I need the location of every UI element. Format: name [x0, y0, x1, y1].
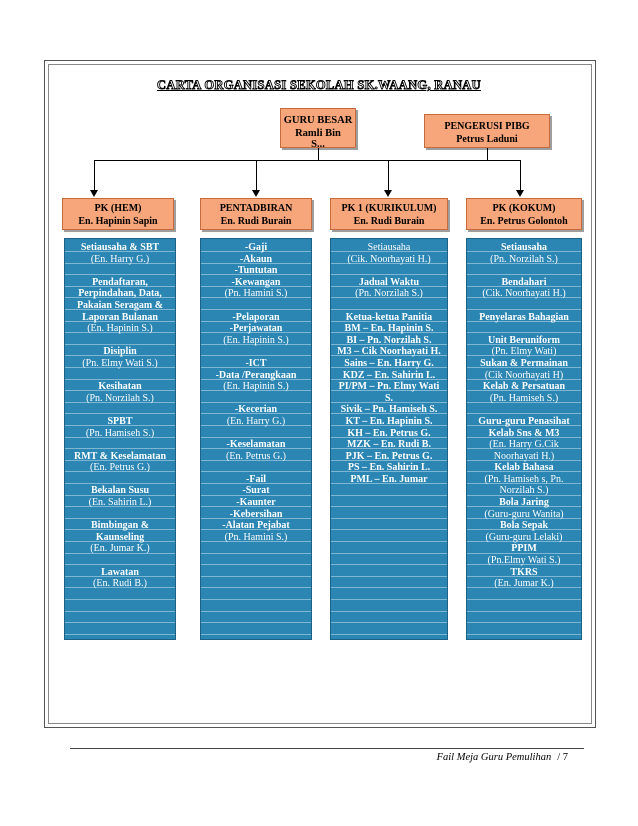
panel-line: Laporan Bulanan [82, 311, 158, 323]
guru-besar-extra: S... [311, 139, 325, 148]
arrow-col4 [516, 190, 524, 197]
panel-line: -Akaun [239, 253, 273, 265]
panel-rule [331, 553, 447, 554]
col-header-hem [62, 198, 174, 230]
guru-besar-box [280, 108, 356, 148]
panel-gap [65, 439, 175, 451]
panel-gap [201, 346, 311, 358]
panel-rule [201, 611, 311, 612]
panel-gap [467, 265, 581, 277]
panel-rule [331, 518, 447, 519]
panel-line: -Pelaporan [232, 311, 280, 323]
panel-rule [201, 622, 311, 623]
panel-line: (Pn. Elmy Wati) [491, 346, 557, 358]
connector-pibg-down [487, 148, 488, 160]
panel-line: Bimbingan & [90, 520, 150, 532]
col-header-kurikulum [330, 198, 448, 230]
panel-line: (En. Petrus G.) [226, 450, 286, 462]
panel-line: Sains – En. Harry G. [344, 357, 434, 369]
panel-line: PPIM [511, 543, 537, 555]
panel-line: -Kewangan [231, 276, 281, 288]
panel-line: (En. Rudi B.) [93, 578, 147, 590]
panel-line: -Data /Perangkaan [215, 369, 297, 381]
panel-content [467, 242, 581, 590]
connector-col2 [256, 160, 257, 190]
panel-rule [467, 634, 581, 635]
panel-line: (Cik. Noorhayati H.) [482, 288, 566, 300]
panel-line: TKRS [510, 566, 538, 578]
panel-line: Unit Beruniform [488, 334, 560, 346]
panel-rule [331, 564, 447, 565]
panel-line: (En. Jumar K.) [90, 543, 150, 555]
panel-line: (Pn.Elmy Wati S.) [487, 555, 561, 567]
panel-line: KH – En. Petrus G. [347, 427, 431, 439]
panel-rule [331, 634, 447, 635]
panel-line: -Alatan Pejabat [222, 520, 290, 532]
panel-gap [65, 265, 175, 277]
connector-col1 [94, 160, 95, 190]
guru-besar-name: Ramli Bin [295, 128, 341, 139]
pibg-role: PENGERUSI PIBG [444, 121, 530, 132]
panel-gap [65, 555, 175, 567]
panel-line: Sivik – Pn. Hamiseh S. [340, 404, 438, 416]
panel-rule [331, 599, 447, 600]
panel-rule [467, 611, 581, 612]
panel-line: Disiplin [103, 346, 137, 358]
connector-col3 [388, 160, 389, 190]
panel-rule [65, 622, 175, 623]
panel-rule [331, 587, 447, 588]
col-role: PK (KOKUM) [492, 203, 556, 214]
panel-line: Norzilah S.) [499, 485, 549, 497]
pibg-name: Petrus Laduni [456, 134, 518, 145]
panel-line: -Fail [246, 473, 266, 485]
panel-line: PML – En. Jumar [350, 473, 428, 485]
panel-rule [201, 576, 311, 577]
panel-line: S. [384, 392, 394, 404]
panel-gap [467, 323, 581, 335]
panel-line: Sukan & Permainan [480, 357, 568, 369]
connector-gb-down [318, 148, 319, 160]
col-role: PK 1 (KURIKULUM) [341, 203, 437, 214]
panel-rule [331, 611, 447, 612]
panel-gap [65, 474, 175, 486]
panel-rule [65, 634, 175, 635]
panel-line: BM – En. Hapinin S. [344, 323, 434, 335]
chart-title: CARTA ORGANISASI SEKOLAH SK.WAANG, RANAU [157, 78, 481, 92]
panel-line: Penyelaras Bahagian [479, 311, 569, 323]
panel-line: (Pn. Hamiseh s, Pn. [484, 473, 564, 485]
panel-line: Bekalan Susu [90, 485, 150, 497]
panel-line: -Perjawatan [229, 323, 283, 335]
panel-line: KT – En. Hapinin S. [345, 415, 433, 427]
panel-line: (Pn. Hamini S.) [224, 288, 288, 300]
panel-line: Bola Sepak [499, 520, 549, 532]
panel-rule [65, 599, 175, 600]
panel-hem [64, 238, 176, 640]
panel-line: SPBT [107, 415, 133, 427]
panel-line: (Guru-guru Lelaki) [485, 531, 563, 543]
panel-line: -Kebersihan [229, 508, 283, 520]
panel-line: (Pn. Elmy Wati S.) [82, 357, 158, 369]
panel-line: (En. Harry G.Cik [489, 439, 559, 451]
panel-content [201, 242, 311, 543]
panel-line: RMT & Keselamatan [73, 450, 167, 462]
panel-line: (En. Hapinin S.) [87, 323, 153, 335]
panel-gap [65, 370, 175, 382]
panel-line: -Gaji [244, 242, 268, 253]
panel-line: Setiausaha [500, 242, 548, 253]
panel-rule [201, 553, 311, 554]
panel-gap [467, 300, 581, 312]
col-header-pentadbiran [200, 198, 312, 230]
panel-line: -Tuntutan [234, 265, 278, 277]
panel-line: (Cik Noorhayati H) [484, 369, 564, 381]
panel-gap [331, 300, 447, 312]
panel-content [65, 242, 175, 590]
panel-line: Bendahari [501, 276, 547, 288]
panel-rule [331, 506, 447, 507]
col-name: En. Hapinin Sapin [78, 216, 158, 227]
panel-line: PJK – En. Petrus G. [345, 450, 433, 462]
panel-line: (Pn. Hamiseh S.) [85, 427, 155, 439]
panel-line: Kelab Sns & M3 [488, 427, 560, 439]
panel-line: Perpindahan, Data, [78, 288, 162, 300]
panel-line: Bola Jaring [499, 497, 549, 509]
panel-line: PS – En. Sahirin L. [347, 462, 431, 474]
panel-line: -Kaunter [236, 497, 276, 509]
panel-rule [331, 622, 447, 623]
panel-line: BI – Pn. Norzilah S. [346, 334, 432, 346]
panel-line: Kelab Bahasa [494, 462, 554, 474]
panel-line: Setiausaha & SBT [80, 242, 160, 253]
panel-line: -Keselamatan [226, 439, 286, 451]
panel-line: (En. Sahirin L.) [88, 497, 152, 509]
panel-line: Kelab & Persatuan [482, 381, 566, 393]
panel-gap [201, 300, 311, 312]
panel-content [331, 242, 447, 485]
panel-line: Kaunseling [95, 531, 145, 543]
connector-col4 [520, 160, 521, 190]
panel-line: (Pn. Hamini S.) [224, 531, 288, 543]
arrow-col2 [252, 190, 260, 197]
page-number: / 7 [557, 752, 568, 763]
panel-line: Jadual Waktu [358, 276, 420, 288]
panel-line: Pakaian Seragam & [76, 299, 164, 311]
panel-line: (Pn. Norzilah S.) [355, 288, 423, 300]
panel-rule [65, 611, 175, 612]
panel-line: (En. Jumar K.) [494, 578, 554, 590]
col-header-kokum [466, 198, 582, 230]
guru-besar-role: GURU BESAR [283, 115, 353, 126]
panel-line: M3 – Cik Noorhayati H. [337, 346, 441, 358]
col-role: PK (HEM) [94, 203, 142, 214]
arrow-col1 [90, 190, 98, 197]
panel-line: (En. Harry G.) [90, 253, 150, 265]
col-name: En. Rudi Burain [353, 216, 425, 227]
pibg-box [424, 114, 550, 148]
panel-line: -Surat [242, 485, 270, 497]
panel-line: (Guru-guru Wanita) [484, 508, 564, 520]
panel-rule [201, 599, 311, 600]
panel-line: Pendaftaran, [92, 276, 148, 288]
panel-line: -Kecerian [234, 404, 278, 416]
footer [437, 752, 568, 763]
panel-line: Lawatan [101, 566, 139, 578]
panel-line: (Pn. Norzilah S.) [490, 253, 558, 265]
col-name: En. Rudi Burain [220, 216, 292, 227]
panel-rule [331, 495, 447, 496]
panel-pentadbiran [200, 238, 312, 640]
panel-gap [201, 393, 311, 405]
panel-line: Guru-guru Penasihat [478, 415, 570, 427]
panel-line: Noorhayati H.) [493, 450, 555, 462]
panel-gap [331, 265, 447, 277]
panel-rule [331, 576, 447, 577]
panel-rule [201, 587, 311, 588]
panel-line: Ketua-ketua Panitia [345, 311, 433, 323]
col-name: En. Petrus Golontoh [480, 216, 568, 227]
panel-line: (En. Petrus G.) [90, 462, 150, 474]
panel-gap [65, 509, 175, 521]
panel-line: -ICT [245, 357, 267, 369]
connector-horizontal [94, 160, 520, 161]
panel-rule [331, 529, 447, 530]
arrow-col3 [384, 190, 392, 197]
panel-line: (Pn. Hamiseh S.) [489, 392, 559, 404]
panel-line: Setiausaha [367, 242, 411, 253]
panel-gap [201, 428, 311, 440]
panel-line: (Cik. Noorhayati H.) [347, 253, 431, 265]
panel-rule [467, 599, 581, 600]
panel-kurikulum [330, 238, 448, 640]
panel-line: MZK – En. Rudi B. [347, 439, 431, 451]
panel-line: KDZ – En. Sahirin L. [342, 369, 436, 381]
panel-rule [331, 541, 447, 542]
panel-line: (En. Hapinin S.) [223, 381, 289, 393]
panel-gap [65, 404, 175, 416]
panel-line: (En. Hapinin S.) [223, 334, 289, 346]
panel-rule [201, 564, 311, 565]
panel-line: (Pn. Norzilah S.) [86, 392, 154, 404]
panel-rule [467, 622, 581, 623]
panel-line: (En. Harry G.) [226, 415, 286, 427]
panel-gap [467, 404, 581, 416]
panel-line: Kesihatan [98, 381, 142, 393]
col-role: PENTADBIRAN [219, 203, 293, 214]
panel-line: PI/PM – Pn. Elmy Wati [338, 381, 440, 393]
panel-gap [201, 462, 311, 474]
panel-kokum [466, 238, 582, 640]
footer-text: Fail Meja Guru Pemulihan [436, 752, 552, 763]
footer-rule [70, 748, 584, 749]
panel-gap [65, 335, 175, 347]
panel-rule [201, 634, 311, 635]
